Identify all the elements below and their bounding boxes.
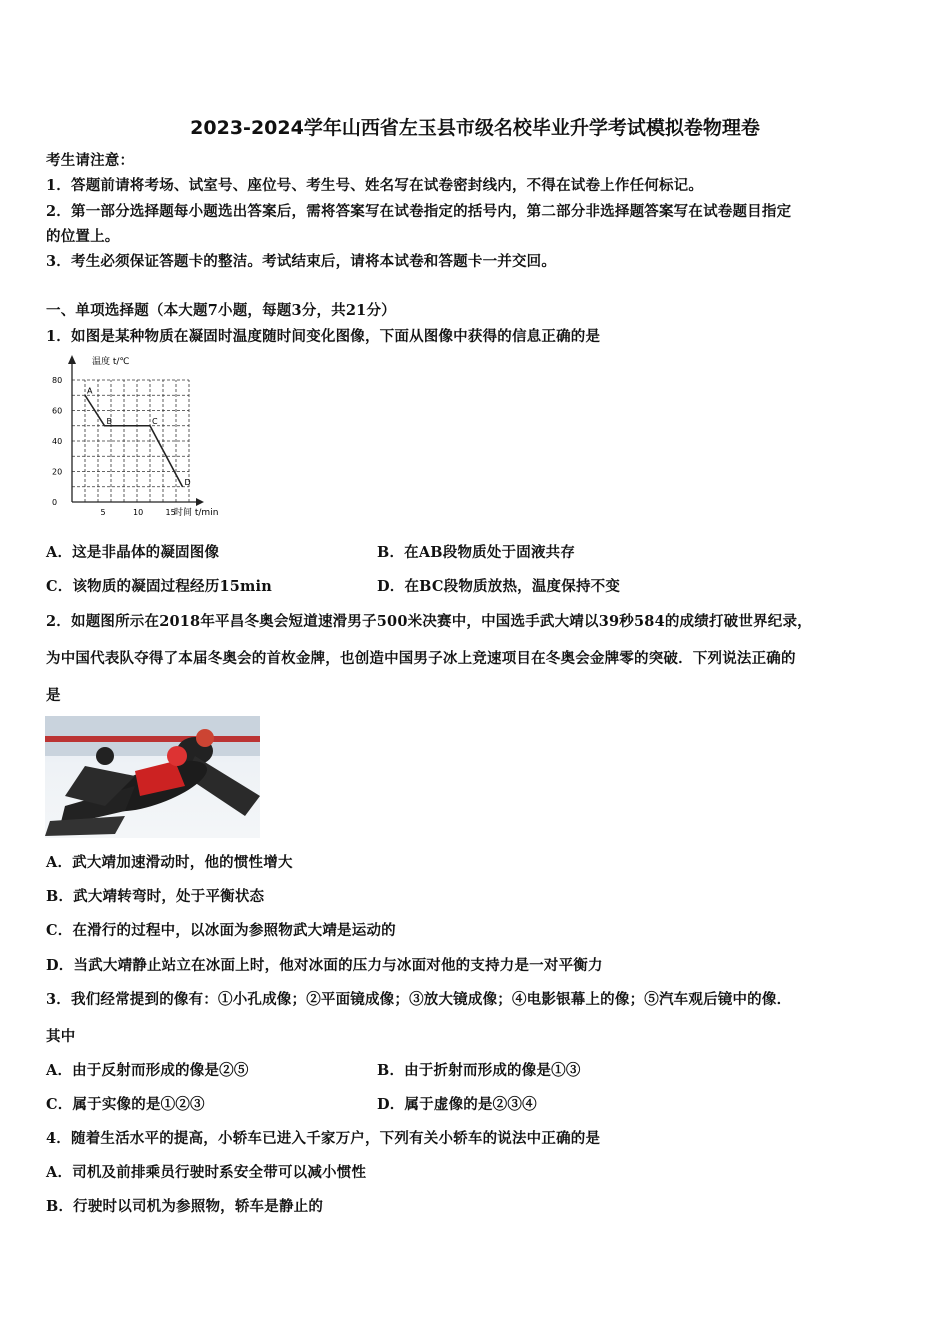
question-stem: 1．如图是某种物质在凝固时温度随时间变化图像，下面从图像中获得的信息正确的是 [46, 328, 601, 345]
page-title: 2023-2024学年山西省左玉县市级名校毕业升学考试模拟卷物理卷 [190, 117, 760, 139]
option: B．行驶时以司机为参照物，轿车是静止的 [46, 1198, 324, 1215]
y-tick-label: 60 [52, 406, 63, 416]
question-stem: 3．我们经常提到的像有：①小孔成像；②平面镜成像；③放大镜成像；④电影银幕上的像；⑤汽车观后镜中的像． [46, 991, 792, 1008]
notice-item: 1．答题前请将考场、试室号、座位号、考生号、姓名写在试卷密封线内，不得在试卷上作任何标记。 [46, 177, 704, 194]
x-axis-arrow [196, 498, 204, 506]
option: A．武大靖加速滑动时，他的惯性增大 [46, 854, 293, 871]
section-heading: 一、单项选择题（本大题7小题，每题3分，共21分） [46, 302, 396, 319]
question-stem: 其中 [46, 1028, 76, 1045]
question-stem: 2．如题图所示在2018年平昌冬奥会短道速滑男子500米决赛中，中国选手武大靖以39秒584的成绩打破世界纪录， [46, 613, 812, 630]
temperature-time-graph [44, 352, 244, 524]
notice-heading: 考生请注意： [46, 152, 135, 169]
point-label: C [152, 416, 158, 426]
option: D．在BC段物质放热，温度保持不变 [377, 578, 621, 595]
y-axis-arrow [68, 355, 76, 364]
option: B．在AB段物质处于固液共存 [377, 544, 576, 561]
y-tick-label: 20 [52, 467, 63, 477]
point-label: D [184, 477, 191, 487]
option: C．属于实像的是①②③ [46, 1096, 205, 1113]
option: A．由于反射而形成的像是②⑤ [46, 1062, 249, 1079]
x-tick-label: 5 [100, 508, 106, 517]
option: D．当武大靖静止站立在冰面上时，他对冰面的压力与冰面对他的支持力是一对平衡力 [46, 957, 603, 974]
notice-item: 2．第一部分选择题每小题选出答案后，需将答案写在试卷指定的括号内，第二部分非选择题答案写在试卷题目指定 [46, 203, 792, 220]
notice-item: 3．考生必须保证答题卡的整洁。考试结束后，请将本试卷和答题卡一并交回。 [46, 253, 557, 270]
y-tick-label: 80 [52, 376, 63, 385]
notice-item: 的位置上。 [46, 228, 120, 245]
x-tick-label: 15 [165, 508, 176, 517]
question-stem: 4．随着生活水平的提高，小轿车已进入千家万户，下列有关小轿车的说法中正确的是 [46, 1130, 601, 1147]
option: A．司机及前排乘员行驶时系安全带可以减小惯性 [46, 1164, 367, 1181]
option: D．属于虚像的是②③④ [377, 1096, 537, 1113]
question-stem: 为中国代表队夺得了本届冬奥会的首枚金牌，也创造中国男子冰上竞速项目在冬奥会金牌零的突破．下列说法正确的 [46, 650, 796, 667]
speed-skating-photo [45, 716, 260, 838]
option: C．在滑行的过程中，以冰面为参照物武大靖是运动的 [46, 922, 396, 939]
graph-grid [72, 380, 189, 502]
option: C．该物质的凝固过程经历15min [46, 578, 273, 595]
point-label: A [87, 386, 93, 396]
question-stem: 是 [46, 687, 61, 704]
option: A．这是非晶体的凝固图像 [46, 544, 220, 561]
y-axis-label: 温度 t/℃ [92, 357, 130, 367]
option: B．武大靖转弯时，处于平衡状态 [46, 888, 265, 905]
y-tick-label: 40 [52, 437, 63, 446]
option: B．由于折射而形成的像是①③ [377, 1062, 581, 1079]
y-tick-label: 0 [52, 498, 58, 507]
point-label: B [106, 416, 112, 426]
x-tick-label: 10 [133, 508, 144, 517]
x-axis-label: 时间 t/min [174, 508, 219, 518]
